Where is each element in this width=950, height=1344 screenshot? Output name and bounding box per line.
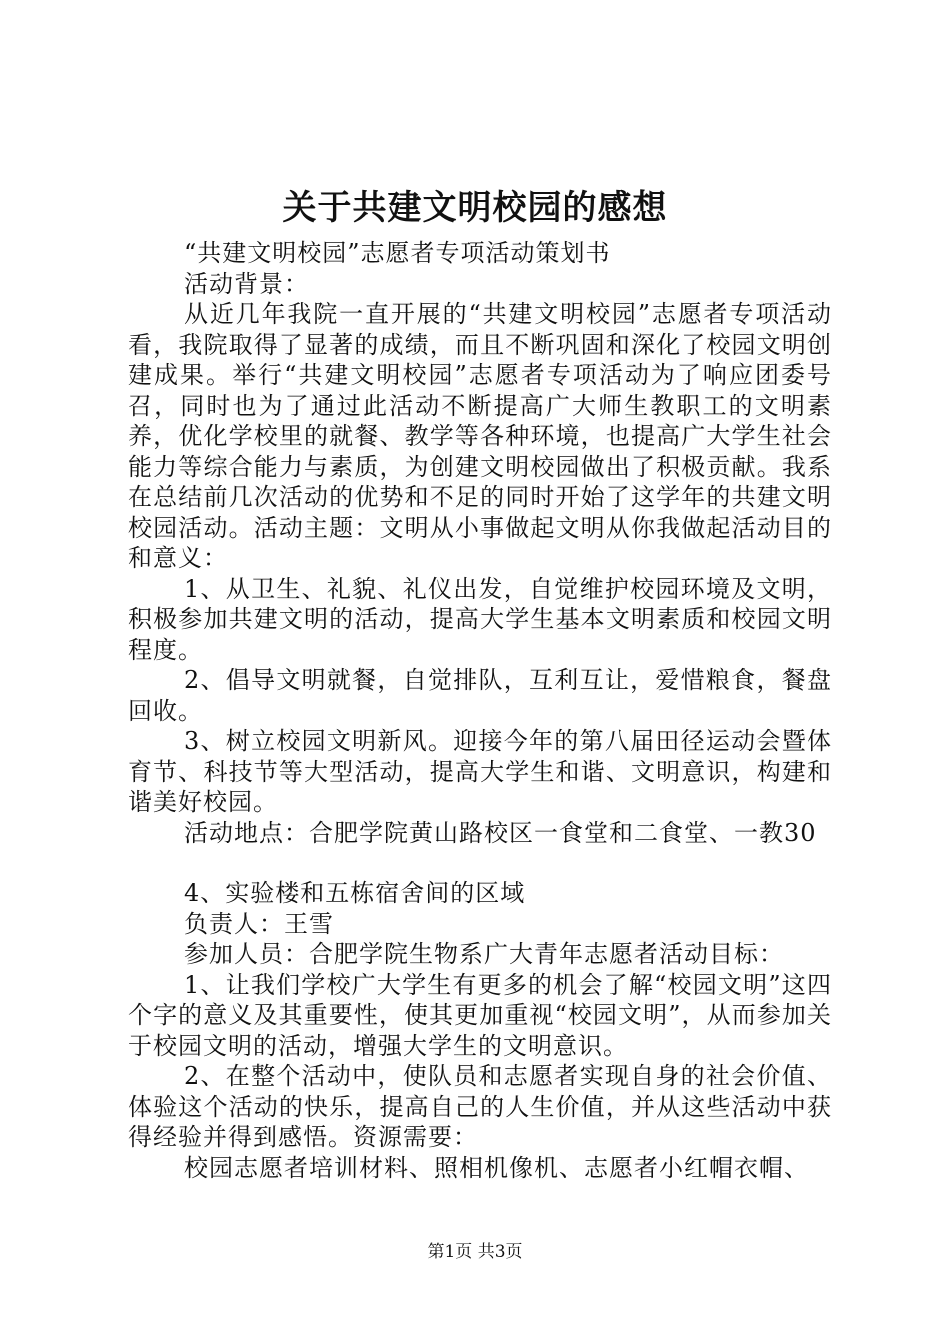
paragraph-background: 从近几年我院一直开展的“共建文明校园”志愿者专项活动看，我院取得了显著的成绩，而且不断巩固和深化了校园文明创建成果。举行“共建文明校园”志愿者专项活动为了响应团委号召，同时也为了通过此活动不断提高广大师生教职工的文明素养，优化学校里的就餐、教学等各种环境，也提高广大学生社会能力等综合能力与素质，为创建文明校园做出了积极贡献。我系在总结前几次活动的优势和不足的同时开始了这学年的共建文明校园活动。活动主题：文明从小事做起文明从你我做起活动目的和意义： [128,300,832,572]
paragraph-participants: 参加人员：合肥学院生物系广大青年志愿者活动目标： [184,940,784,968]
paragraph-location-cont: 4、实验楼和五栋宿舍间的区域 [184,879,526,907]
paragraph-purpose-3: 3、树立校园文明新风。迎接今年的第八届田径运动会暨体育节、科技节等大型活动，提高大学生和谐、文明意识，构建和谐美好校园。 [128,727,832,816]
blank-line [128,848,832,878]
paragraph-goal-2: 2、在整个活动中，使队员和志愿者实现自身的社会价值、体验这个活动的快乐，提高自己的人生价值，并从这些活动中获得经验并得到感悟。资源需要： [128,1062,832,1151]
paragraph-purpose-2: 2、倡导文明就餐，自觉排队，互利互让，爱惜粮食，餐盘回收。 [128,666,832,725]
paragraph-goal-1: 1、让我们学校广大学生有更多的机会了解“校园文明”这四个字的意义及其重要性，使其更加重视“校园文明”，从而参加关于校园文明的活动，增强大学生的文明意识。 [128,970,832,1060]
document-body [128,238,832,1183]
paragraph-person-in-charge: 负责人：王雪 [184,909,334,938]
paragraph-purpose-1: 1、从卫生、礼貌、礼仪出发，自觉维护校园环境及文明，积极参加共建文明的活动，提高大学生基本文明素质和校园文明程度。 [128,574,832,664]
paragraph-resources: 校园志愿者培训材料、照相机像机、志愿者小红帽衣帽、 [184,1153,809,1182]
page-number-footer: 第1页 共3页 [427,1242,523,1262]
paragraph-location: 活动地点：合肥学院黄山路校区一食堂和二食堂、一教30 [184,818,817,847]
paragraph-plan-title: “共建文明校园”志愿者专项活动策划书 [184,239,611,267]
document-title: 关于共建文明校园的感想 [282,188,668,228]
paragraph-background-heading: 活动背景： [184,269,309,298]
